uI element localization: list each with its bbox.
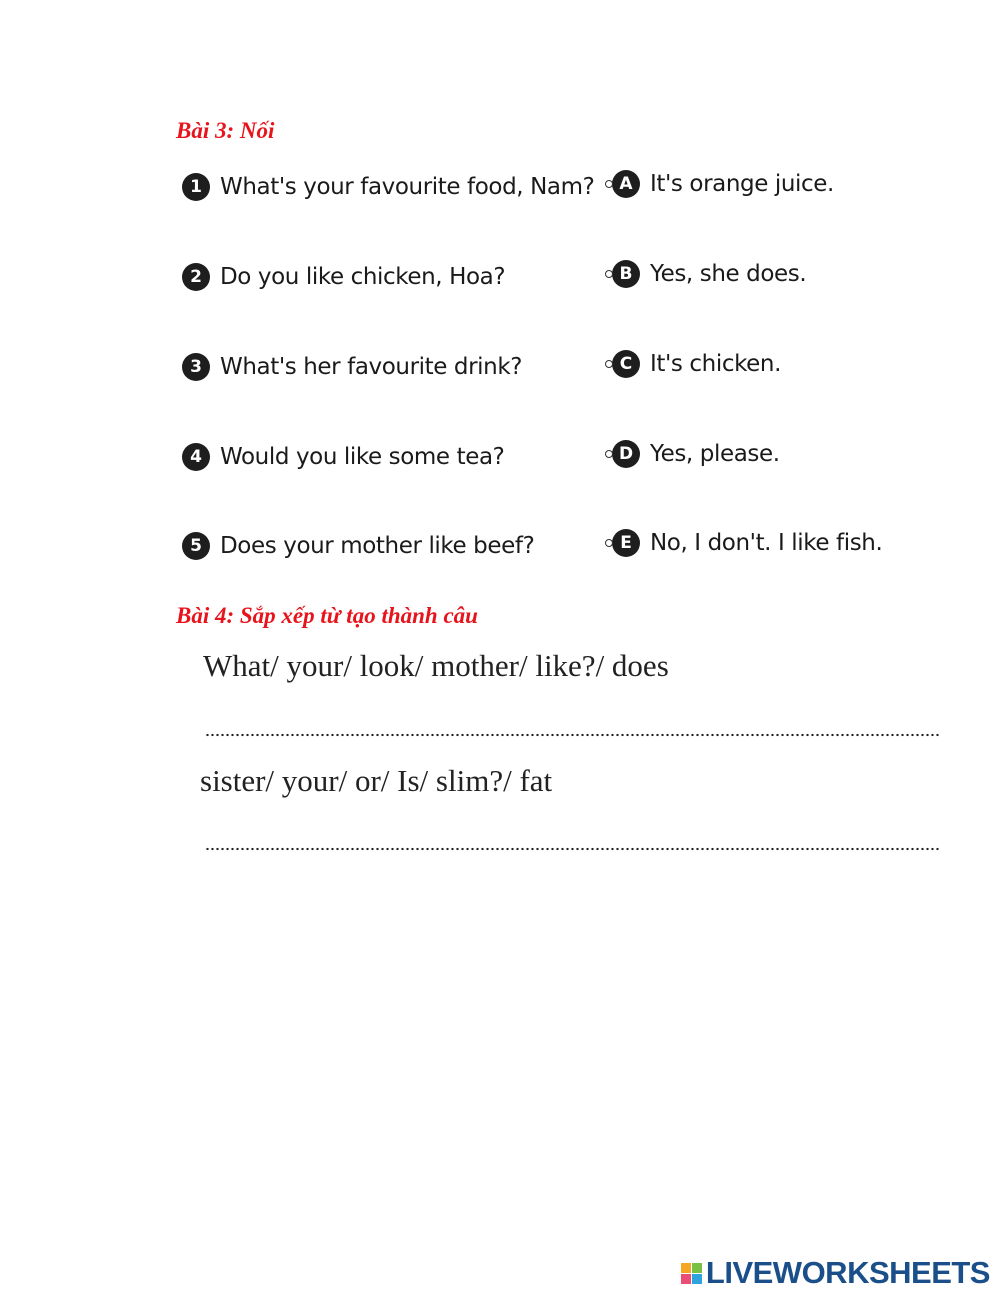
- question-number-badge: 3: [182, 353, 210, 381]
- question-number-badge: 5: [182, 532, 210, 560]
- answer-letter-badge: D: [612, 440, 640, 468]
- answer-line[interactable]: [205, 733, 940, 737]
- answer-item: [612, 260, 806, 288]
- answer-text: It's chicken.: [650, 351, 782, 377]
- question-item: [182, 173, 594, 201]
- question-text: What's your favourite food, Nam?: [220, 174, 595, 200]
- logo-square: [681, 1263, 691, 1273]
- question-number-badge: 4: [182, 443, 210, 471]
- question-item: [182, 263, 505, 291]
- answer-letter-badge: C: [612, 350, 640, 378]
- question-text: Does your mother like beef?: [220, 533, 535, 559]
- answer-item: [612, 350, 781, 378]
- answer-text: It's orange juice.: [650, 171, 834, 197]
- scrambled-sentence: sister/ your/ or/ Is/ slim?/ fat: [200, 763, 553, 798]
- answer-text: No, I don't. I like fish.: [650, 530, 883, 556]
- question-text: What's her favourite drink?: [220, 354, 523, 380]
- match-row: [0, 438, 1000, 488]
- exercise-3-title: Bài 3: Nối: [176, 118, 275, 143]
- logo-square: [681, 1274, 691, 1284]
- question-item: [182, 353, 522, 381]
- logo-square: [692, 1274, 702, 1284]
- answer-line[interactable]: [205, 847, 940, 851]
- answer-letter-badge: A: [612, 170, 640, 198]
- answer-item: [612, 170, 834, 198]
- match-row: [0, 348, 1000, 398]
- answer-text: Yes, she does.: [650, 261, 807, 287]
- logo-mark-icon: [681, 1263, 702, 1284]
- scrambled-sentence: What/ your/ look/ mother/ like?/ does: [203, 648, 669, 683]
- answer-item: [612, 529, 882, 557]
- question-number-badge: 1: [182, 173, 210, 201]
- answer-letter-badge: B: [612, 260, 640, 288]
- match-row: [0, 258, 1000, 308]
- question-text: Would you like some tea?: [220, 444, 505, 470]
- answer-text: Yes, please.: [650, 441, 780, 467]
- match-row: [0, 527, 1000, 577]
- brand-name: LIVEWORKSHEETS: [705, 1255, 990, 1290]
- answer-letter-badge: E: [612, 529, 640, 557]
- exercise-4-title: Bài 4: Sắp xếp từ tạo thành câu: [176, 603, 478, 628]
- liveworksheets-logo: [681, 1255, 990, 1291]
- logo-square: [692, 1263, 702, 1273]
- match-row: [0, 168, 1000, 218]
- question-number-badge: 2: [182, 263, 210, 291]
- question-item: [182, 532, 534, 560]
- answer-item: [612, 440, 780, 468]
- question-item: [182, 443, 504, 471]
- question-text: Do you like chicken, Hoa?: [220, 264, 506, 290]
